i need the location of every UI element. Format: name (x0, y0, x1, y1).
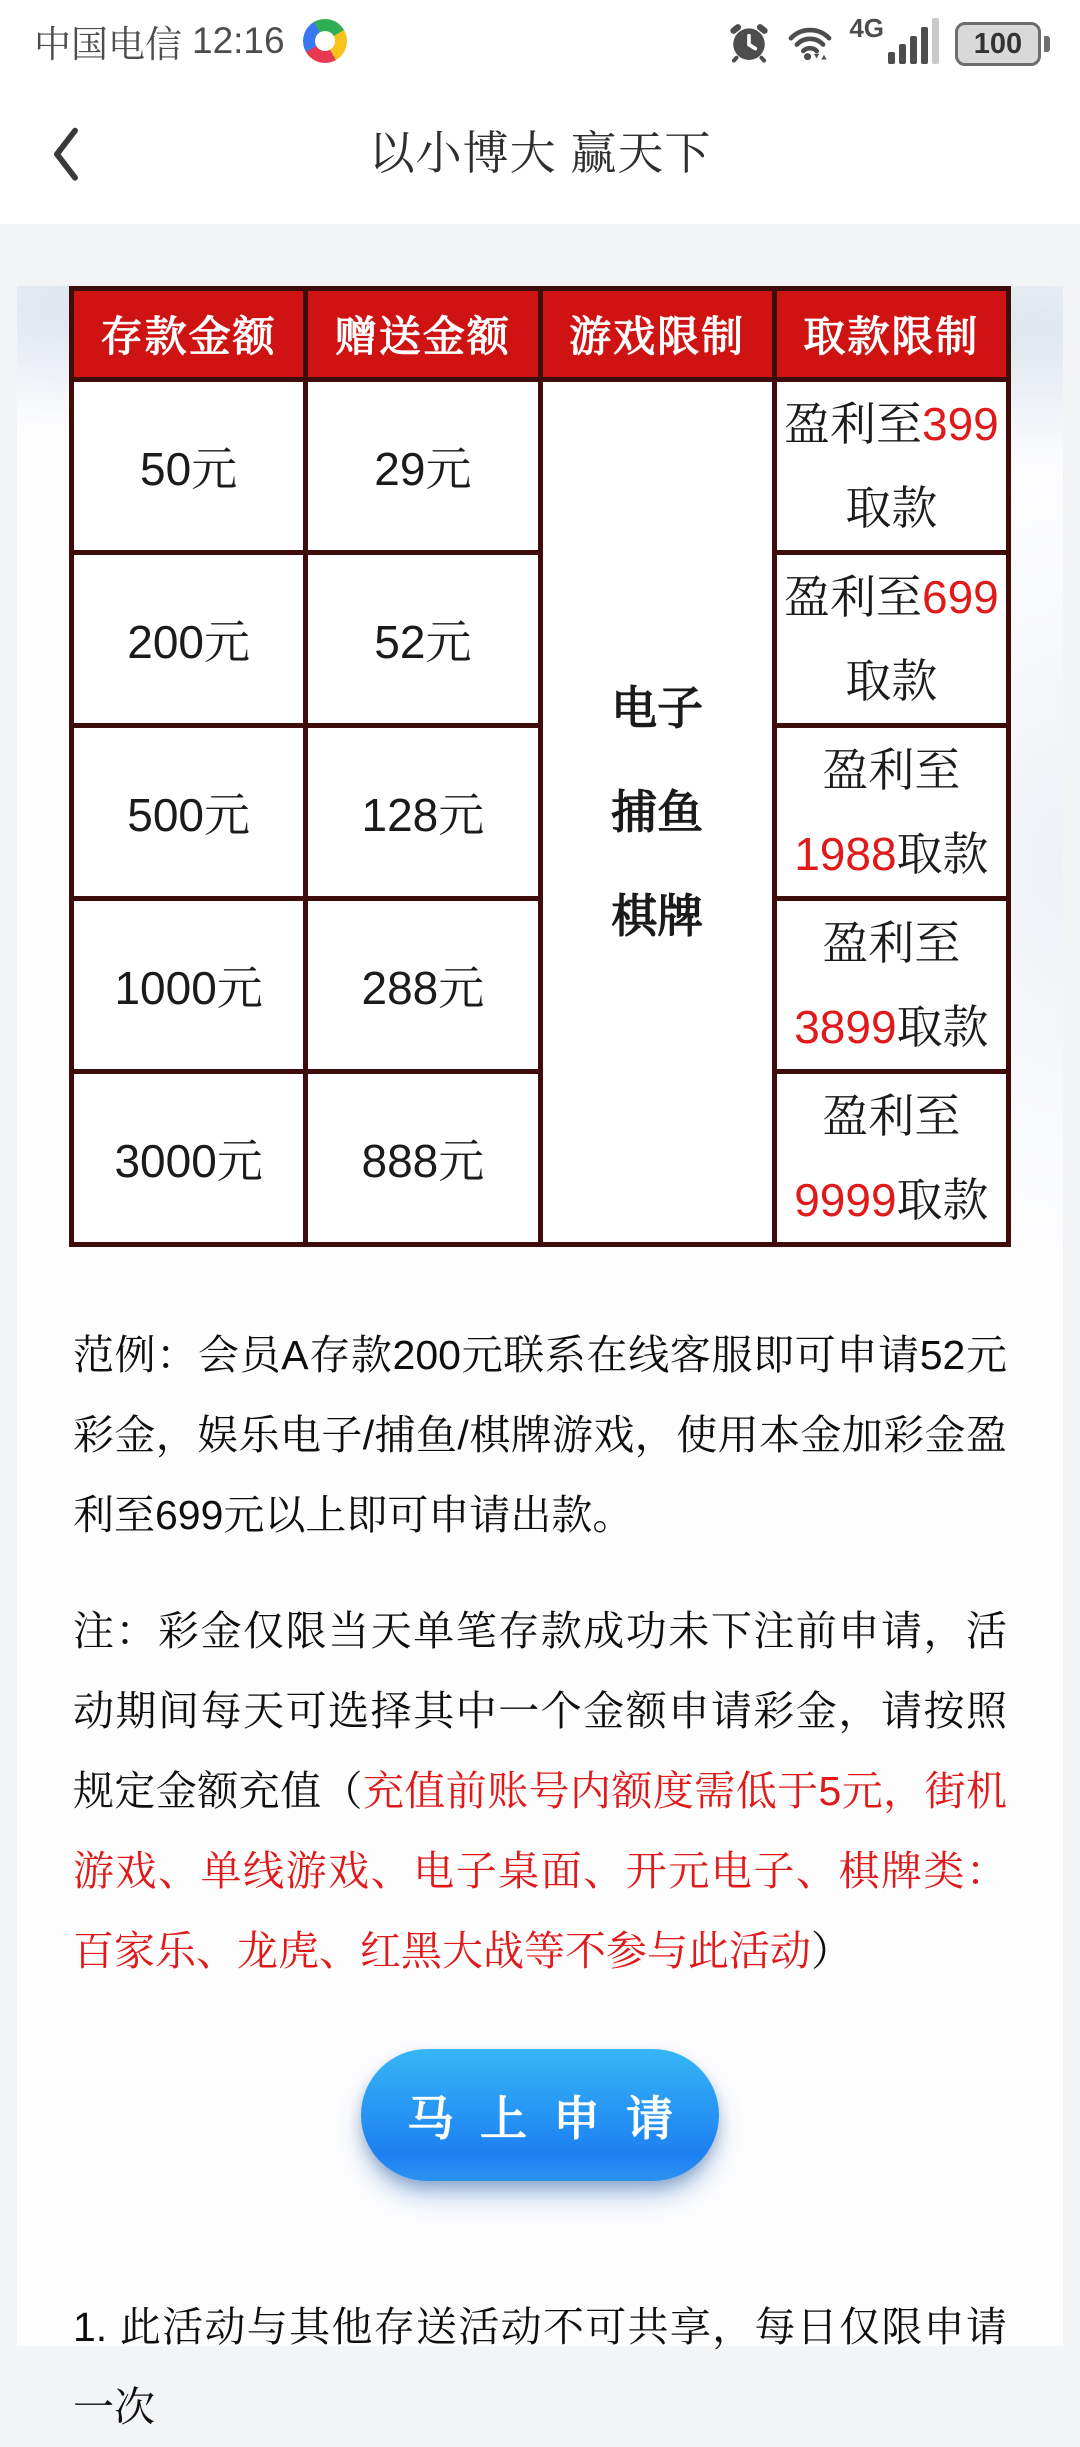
game-limit-line: 捕鱼 (611, 786, 704, 838)
battery-nub (1044, 36, 1050, 52)
game-limit-cell (540, 380, 774, 1245)
promo-card (17, 286, 1063, 2430)
col-header-game: 游戏限制 (540, 289, 774, 380)
bonus-cell: 888元 (306, 1072, 540, 1245)
withdraw-cell (774, 380, 1008, 553)
status-bar (0, 0, 1080, 76)
apply-button-wrap (17, 2049, 1063, 2181)
bonus-cell: 288元 (306, 899, 540, 1072)
nav-bar (0, 76, 1080, 224)
battery-icon (955, 22, 1050, 66)
withdraw-line2: 取款 (845, 655, 938, 707)
signal-strength-bars (888, 18, 939, 64)
deposit-cell: 3000元 (72, 1072, 306, 1245)
note-red-text: 充值前账号内额度需低于5元，街机游戏、单线游戏、电子桌面、开元电子、棋牌类：百家乐、龙虎、红黑大战等不参与此活动 (73, 1768, 1008, 1974)
apply-now-button[interactable]: 马上申请 (361, 2049, 719, 2181)
chevron-left-icon (47, 125, 85, 183)
page-title: 以小博大 赢天下 (368, 127, 712, 179)
signal-bars-icon (849, 13, 939, 64)
clock-label: 12:16 (192, 20, 285, 61)
network-type-label: 4G (849, 13, 884, 43)
table-row (72, 380, 1009, 553)
withdraw-line2: 1988取款 (794, 828, 989, 880)
deposit-cell: 50元 (72, 380, 306, 553)
battery-level: 100 (955, 22, 1041, 66)
withdraw-line1: 盈利至 (822, 744, 961, 796)
promo-table (69, 286, 1011, 1247)
withdraw-cell (774, 553, 1008, 726)
status-left (34, 14, 347, 68)
withdraw-cell (774, 1072, 1008, 1245)
col-header-withdraw: 取款限制 (774, 289, 1008, 380)
table-header-row (72, 289, 1009, 380)
note-prefix: 注：彩金仅限当天单笔存款成功未下注前申请，活动期间每天可选择其中一个金额申请彩金，请按照规定金额充值（ (73, 1608, 1007, 1814)
alarm-clock-icon (727, 20, 771, 64)
note-paragraph (73, 1591, 1007, 1991)
withdraw-line1: 盈利至 (822, 917, 961, 969)
game-limit-line: 棋牌 (611, 890, 704, 942)
example-paragraph: 范例：会员A存款200元联系在线客服即可申请52元彩金，娱乐电子/捕鱼/棋牌游戏，使用本金加彩金盈利至699元以上即可申请出款。 (73, 1332, 1007, 1538)
wifi-icon (787, 22, 833, 64)
bonus-cell: 128元 (306, 726, 540, 899)
col-header-deposit: 存款金额 (72, 289, 306, 380)
withdraw-line2: 9999取款 (794, 1174, 989, 1226)
withdraw-cell (774, 899, 1008, 1072)
game-limit-line: 电子 (611, 682, 704, 734)
deposit-cell: 1000元 (72, 899, 306, 1072)
col-header-bonus: 赠送金额 (306, 289, 540, 380)
back-button[interactable] (36, 119, 96, 189)
withdraw-line1: 盈利至 (822, 1090, 961, 1142)
bonus-cell: 29元 (306, 380, 540, 553)
withdraw-line1: 盈利至699 (784, 571, 999, 623)
note-suffix: ） (811, 1928, 852, 1974)
pinwheel-browser-icon (303, 19, 347, 63)
carrier-label: 中国电信 (34, 24, 182, 65)
status-right (727, 13, 1050, 64)
withdraw-line2: 3899取款 (794, 1001, 989, 1053)
rules-paragraph: 1. 此活动与其他存送活动不可共享，每日仅限申请一次 (73, 2304, 1007, 2430)
bonus-cell: 52元 (306, 553, 540, 726)
deposit-cell: 200元 (72, 553, 306, 726)
withdraw-line1: 盈利至399 (784, 398, 999, 450)
deposit-cell: 500元 (72, 726, 306, 899)
withdraw-line2: 取款 (845, 482, 938, 534)
withdraw-cell (774, 726, 1008, 899)
